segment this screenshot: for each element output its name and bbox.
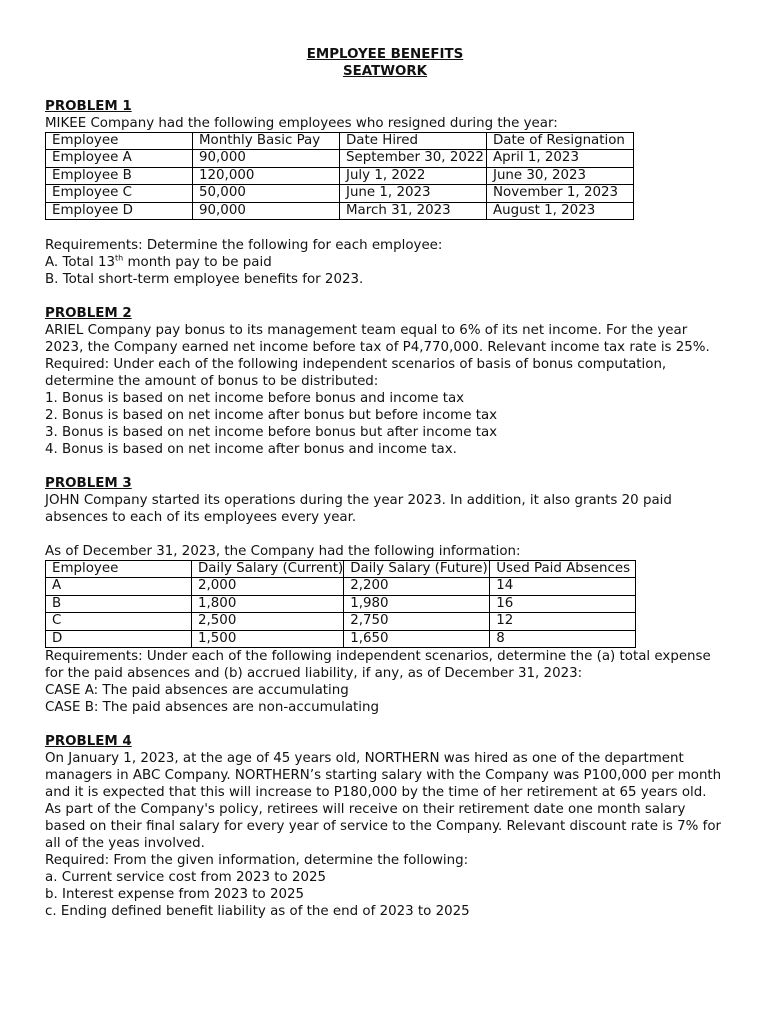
req-a-text-suffix: month pay to be paid [123, 255, 272, 271]
page-content [45, 46, 725, 920]
table-header-cell: Employee [46, 133, 193, 150]
table-row [46, 613, 636, 630]
table-row [46, 150, 634, 167]
problem-3-case-b: CASE B: The paid absences are non-accumulating [45, 700, 380, 716]
problem-1-req-a [45, 254, 725, 271]
table-cell: C [46, 613, 192, 630]
table-cell: Employee C [46, 185, 193, 202]
table-header-cell: Monthly Basic Pay [193, 133, 340, 150]
table-header-cell: Employee [46, 561, 192, 578]
table-cell: 1,800 [192, 595, 344, 612]
problem-1-requirements: Requirements: Determine the following for each employee: [45, 238, 443, 254]
table-cell: 1,500 [192, 630, 344, 647]
table-cell: B [46, 595, 192, 612]
document-title: EMPLOYEE BENEFITS [306, 47, 464, 62]
problem-2-required: Required: Under each of the following independent scenarios of basis of bonus computation, determine the amount of bonus to be distributed: [45, 357, 667, 390]
table-cell: 120,000 [193, 167, 340, 184]
list-item: b. Interest expense from 2023 to 2025 [45, 887, 305, 903]
table-cell: March 31, 2023 [340, 202, 487, 219]
table-cell: July 1, 2022 [340, 167, 487, 184]
problem-1-intro: MIKEE Company had the following employees who resigned during the year: [45, 116, 558, 131]
problem-3-text: JOHN Company started its operations during the year 2023. In addition, it also grants 20 paid absences to each of its employees every year. [45, 493, 672, 526]
problem-3-info: As of December 31, 2023, the Company had the following information: [45, 544, 521, 560]
table-header-cell: Date of Resignation [487, 133, 634, 150]
table-cell: 90,000 [193, 150, 340, 167]
table-row [46, 185, 634, 202]
list-item: 4. Bonus is based on net income after bonus and income tax. [45, 442, 457, 458]
table-cell: Employee B [46, 167, 193, 184]
table-header-cell: Date Hired [340, 133, 487, 150]
table-cell: August 1, 2023 [487, 202, 634, 219]
table-header-cell: Daily Salary (Current) [192, 561, 344, 578]
document-subtitle: SEATWORK [342, 64, 428, 79]
table-row [46, 630, 636, 647]
table-cell: A [46, 578, 192, 595]
list-item: a. Current service cost from 2023 to 2025 [45, 870, 327, 886]
problem-3-table [45, 560, 636, 648]
table-cell: September 30, 2022 [340, 150, 487, 167]
problem-3-case-a: CASE A: The paid absences are accumulating [45, 683, 349, 699]
table-cell: 1,650 [344, 630, 490, 647]
list-item: c. Ending defined benefit liability as of the end of 2023 to 2025 [45, 904, 470, 920]
table-header-cell: Daily Salary (Future) [344, 561, 490, 578]
table-cell: 14 [490, 578, 636, 595]
list-item: 2. Bonus is based on net income after bonus but before income tax [45, 408, 498, 424]
table-cell: June 1, 2023 [340, 185, 487, 202]
problem-2-heading: PROBLEM 2 [45, 306, 132, 322]
problem-4-required: Required: From the given information, determine the following: [45, 853, 469, 869]
problem-4 [45, 733, 725, 920]
table-cell: Employee A [46, 150, 193, 167]
table-cell: 16 [490, 595, 636, 612]
table-row [46, 202, 634, 219]
table-header-cell: Used Paid Absences [490, 561, 636, 578]
req-a-superscript: th [115, 253, 124, 263]
problem-3-requirements: Requirements: Under each of the following independent scenarios, determine the (a) total expense for the paid absences and (b) accrued liability, if any, as of December 31, 2023: [45, 649, 711, 682]
table-cell: 2,000 [192, 578, 344, 595]
table-cell: June 30, 2023 [487, 167, 634, 184]
table-cell: 8 [490, 630, 636, 647]
table-cell: 2,200 [344, 578, 490, 595]
list-item: 3. Bonus is based on net income before bonus but after income tax [45, 425, 498, 441]
table-cell: April 1, 2023 [487, 150, 634, 167]
table-cell: 2,750 [344, 613, 490, 630]
table-cell: 50,000 [193, 185, 340, 202]
problem-4-heading: PROBLEM 4 [45, 734, 132, 750]
table-cell: D [46, 630, 192, 647]
table-row [46, 578, 636, 595]
table-cell: November 1, 2023 [487, 185, 634, 202]
req-a-text: A. Total 13 [45, 255, 116, 271]
problem-2 [45, 305, 725, 458]
table-cell: 90,000 [193, 202, 340, 219]
problem-3-heading: PROBLEM 3 [45, 476, 132, 492]
problem-1-req-b: B. Total short-term employee benefits for 2023. [45, 272, 364, 288]
table-row [46, 595, 636, 612]
table-header-row [46, 133, 634, 150]
problem-2-text: ARIEL Company pay bonus to its management team equal to 6% of its net income. For the year 2023, the Company earned net income before tax of P4,770,000. Relevant income tax rate is 25%. [45, 323, 710, 356]
table-cell: 2,500 [192, 613, 344, 630]
problem-3 [45, 475, 725, 716]
table-row [46, 167, 634, 184]
list-item: 1. Bonus is based on net income before bonus and income tax [45, 391, 465, 407]
table-cell: 1,980 [344, 595, 490, 612]
problem-1-heading: PROBLEM 1 [45, 99, 132, 114]
table-cell: 12 [490, 613, 636, 630]
table-header-row [46, 561, 636, 578]
problem-1 [45, 98, 725, 288]
table-cell: Employee D [46, 202, 193, 219]
problem-4-text: On January 1, 2023, at the age of 45 years old, NORTHERN was hired as one of the department managers in ABC Company. NORTHERN’s starting salary with the Company was P100,000 per month and it is expected that this will increase to P180,000 by the time of her retirement at 65 years old. As part of the Company's policy, retirees will receive on their retirement date one month salary based on their final salary for every year of service to the Company. Relevant discount rate is 7% for all of the yeas involved. [45, 751, 722, 852]
problem-1-table [45, 132, 634, 220]
